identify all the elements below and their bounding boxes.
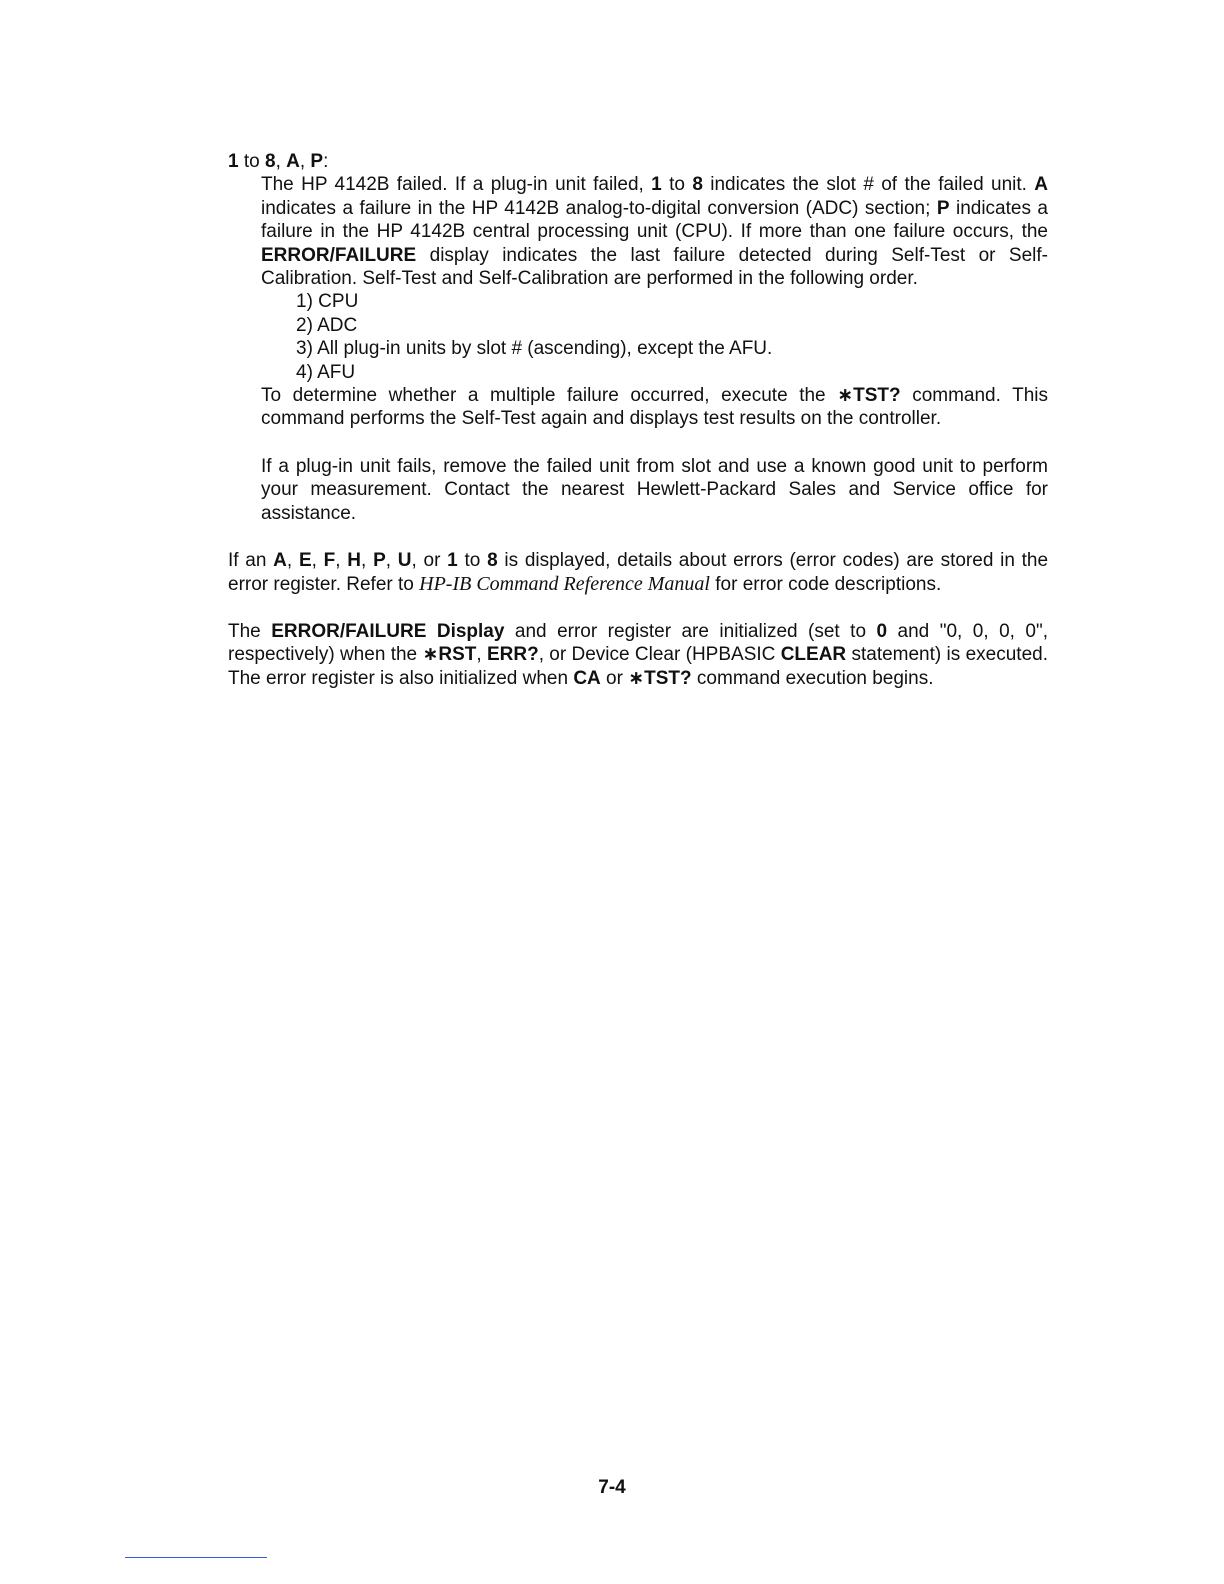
plug-in-failure-paragraph: If a plug-in unit fails, remove the failed unit from slot and use a known good unit to perform your measurement. Contact the nearest Hewlett-Packard Sales and Service office for assistance.	[261, 455, 1048, 524]
bold-term: ERROR/FAILURE	[261, 244, 417, 266]
text-run: The HP 4142B failed. If a plug-in unit failed,	[261, 174, 652, 196]
initialization-paragraph	[228, 620, 1048, 690]
heading-colon: :	[323, 151, 329, 172]
bold-term: 1	[651, 174, 662, 196]
text-run: for error code descriptions.	[709, 573, 942, 595]
text-run: indicates the slot # of the failed unit.	[702, 174, 1035, 196]
text-run: ,	[335, 550, 348, 572]
list-item: 4) AFU	[296, 361, 356, 383]
bold-term: 1	[447, 550, 458, 572]
term-heading	[228, 150, 1048, 173]
text-run: indicates a failure in the HP 4142B central processing unit (CPU). If more than one failure occurs, the	[261, 197, 1048, 243]
bold-term: CLEAR	[780, 644, 847, 666]
text-run: or	[600, 667, 629, 689]
heading-p: P	[310, 151, 324, 172]
text-run: ,	[311, 550, 324, 572]
text-run: to	[661, 174, 693, 196]
bold-term: U	[397, 550, 412, 572]
text-run: command execution begins.	[691, 667, 934, 689]
bold-term: CA	[573, 667, 601, 689]
bold-term: ∗RST	[422, 644, 477, 666]
text-run: ,	[286, 550, 299, 572]
text-run: ,	[385, 550, 398, 572]
heading-sep: ,	[275, 151, 287, 172]
error-register-paragraph	[228, 549, 1048, 596]
bold-term: 8	[692, 174, 703, 196]
text-run: To determine whether a multiple failure occurred, execute the	[261, 385, 838, 407]
text-run: and error register are initialized (set to	[504, 620, 877, 642]
text-run: ,	[476, 644, 487, 666]
bold-term: ∗TST?	[628, 667, 692, 689]
text-run: ,	[361, 550, 374, 572]
test-order-list	[296, 290, 1048, 384]
text-run: and "0, 0, 0, 0", respectively) when the	[228, 620, 1048, 666]
text-run: , or Device Clear (HPBASIC	[538, 644, 781, 666]
list-item: 1) CPU	[296, 291, 359, 313]
bold-term: P	[373, 550, 386, 572]
heading-to: to	[238, 151, 265, 172]
text-run: is displayed, details about errors (error codes) are stored in the error register. Refer to	[228, 550, 1049, 595]
manual-title-italic: HP-IB Command Reference Manual	[419, 572, 710, 595]
text-run: , or	[411, 550, 448, 572]
bold-term: P	[936, 197, 950, 219]
text-run: to	[457, 550, 488, 572]
bold-term: H	[347, 550, 362, 572]
list-item: 3) All plug-in units by slot # (ascending), except the AFU.	[296, 338, 773, 360]
text-run: The	[228, 620, 272, 642]
heading-sep: ,	[299, 151, 311, 172]
bold-term: E	[298, 550, 312, 572]
bold-term: ∗TST?	[837, 385, 901, 407]
footer-rule	[125, 1557, 267, 1558]
failure-description-paragraph	[261, 173, 1048, 290]
text-run: If an	[228, 550, 274, 572]
bold-term: ERROR/FAILURE Display	[271, 620, 505, 642]
heading-one: 1	[228, 151, 239, 172]
page-content	[228, 150, 1048, 690]
bold-term: 8	[487, 550, 498, 572]
bold-term: ERR?	[486, 644, 539, 666]
bold-term: F	[323, 550, 336, 572]
heading-eight: 8	[264, 151, 276, 172]
bold-term: A	[1034, 174, 1049, 196]
bold-term: A	[273, 550, 287, 572]
list-item: 2) ADC	[296, 314, 358, 336]
text-run: command. This command performs the Self-Test again and displays test results on the controller.	[261, 385, 1049, 430]
multiple-failure-paragraph	[261, 384, 1048, 431]
page-number: 7-4	[598, 1477, 626, 1498]
text-run: display indicates the last failure detected during Self-Test or Self-Calibration. Self-Test and Self-Calibration are performed in the following order.	[261, 244, 1048, 290]
bold-term: 0	[876, 620, 888, 642]
text-run: statement) is executed. The error register is also initialized when	[228, 644, 1048, 689]
heading-a: A	[286, 151, 300, 172]
text-run: indicates a failure in the HP 4142B analog-to-digital conversion (ADC) section;	[261, 197, 937, 219]
